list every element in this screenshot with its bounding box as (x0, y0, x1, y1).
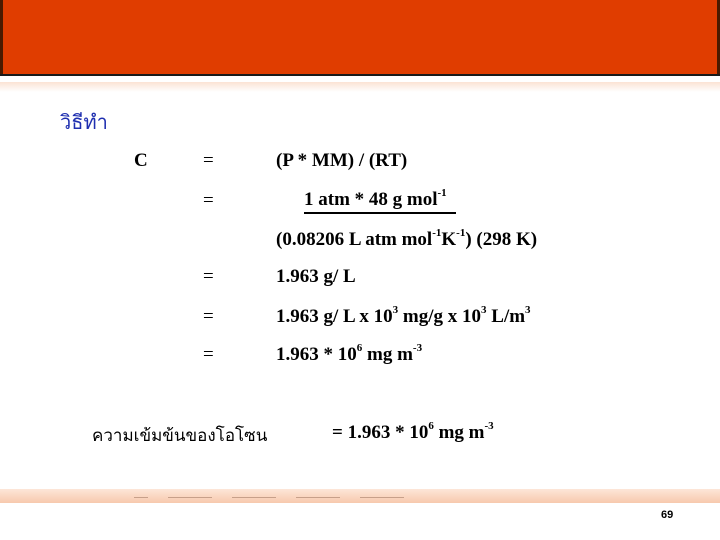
footer-dash (296, 497, 340, 498)
fraction-bar (304, 212, 456, 214)
equals-sign: = (203, 306, 214, 327)
final-result: = $1.963 * 10^6$ mg $m^{-3}$ (332, 420, 494, 443)
footer-dash (168, 497, 212, 498)
result-step-2: 1.963 g/ L x $10^3$ mg/g x $10^3$ $L/m^3$ (276, 304, 531, 327)
footer-dash (134, 497, 148, 498)
equals-sign: = (203, 190, 214, 211)
fraction-denominator: (0.08206 L atm $mol^{-1}K^{-1}$) (298 K) (276, 227, 538, 250)
ozone-concentration-label: ความเข้มข้นของโอโซน (92, 426, 268, 446)
equals-sign: = (203, 266, 214, 287)
fraction-numerator: 1 atm * 48 g mol$^{-1}$ (304, 187, 447, 210)
footer-gradient-band (0, 489, 720, 503)
result-step-1: 1.963 g/ L (276, 266, 356, 287)
title-banner (0, 0, 720, 76)
header-gradient (0, 82, 720, 92)
result-step-3: $1.963 * 10^6$ mg $m^{-3}$ (276, 342, 423, 365)
equals-sign: = (203, 150, 214, 171)
variable-c: C (134, 150, 148, 171)
equals-sign: = (203, 344, 214, 365)
footer-dashes (0, 497, 720, 500)
page-number: 69 (661, 509, 674, 521)
footer-dash (360, 497, 404, 498)
method-heading: วิธีทำ (60, 110, 108, 134)
formula: (P * MM) / (RT) (276, 150, 408, 171)
footer-dash (232, 497, 276, 498)
